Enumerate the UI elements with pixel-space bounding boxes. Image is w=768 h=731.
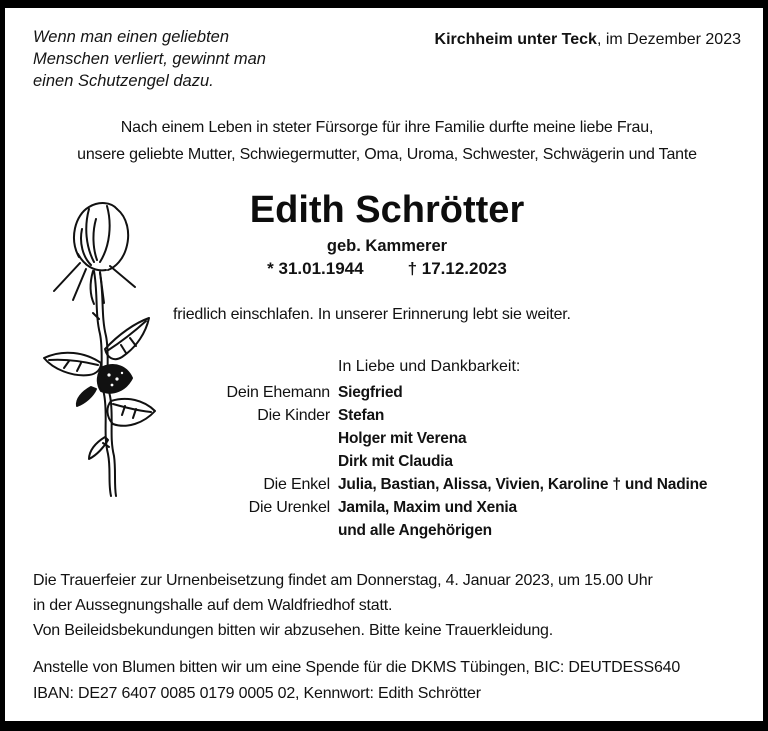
mourner-label	[210, 450, 330, 473]
birth-date: * 31.01.1944	[267, 259, 364, 278]
mourner-names: Jamila, Maxim und Xenia	[338, 499, 517, 516]
mourner-row	[210, 473, 741, 496]
mourner-row	[210, 450, 741, 473]
donation-line: Anstelle von Blumen bitten wir um eine Spende für die DKMS Tübingen, BIC: DEUTDESS640	[33, 659, 681, 676]
mourner-names: Julia, Bastian, Alissa, Vivien, Karoline † und Nadine	[338, 476, 708, 493]
intro-line: Nach einem Leben in steter Fürsorge für ihre Familie durfte meine liebe Frau,	[120, 119, 654, 136]
mourner-names: Holger mit Verena	[338, 430, 467, 447]
mourner-row	[210, 496, 741, 519]
mourner-names: Siegfried	[338, 384, 403, 401]
mourner-label	[210, 519, 330, 542]
dateline-place: Kirchheim unter Teck	[434, 31, 597, 48]
mourner-label: Die Enkel	[263, 476, 330, 493]
donation-details	[33, 655, 741, 707]
rose-icon	[33, 198, 173, 500]
place-dateline	[435, 26, 741, 49]
funeral-details	[33, 568, 741, 643]
mourner-label: Dein Ehemann	[226, 384, 330, 401]
mourner-row	[210, 427, 741, 450]
mourner-label: Die Urenkel	[248, 499, 330, 516]
mourner-label	[210, 427, 330, 450]
deceased-name: Edith Schrötter	[249, 189, 525, 231]
dateline-date: , im Dezember 2023	[596, 31, 741, 48]
funeral-line: Von Beileidsbekundungen bitten wir abzusehen. Bitte keine Trauerkleidung.	[33, 622, 553, 639]
peaceful-line: friedlich einschlafen. In unserer Erinnerung lebt sie weiter.	[173, 306, 571, 323]
maiden-name: geb. Kammerer	[326, 237, 448, 255]
tribute-heading: In Liebe und Dankbarkeit:	[338, 358, 521, 375]
intro-paragraph	[33, 114, 741, 168]
mourner-names: und alle Angehörigen	[338, 522, 492, 539]
intro-line: unsere geliebte Mutter, Schwiegermutter, Oma, Uroma, Schwester, Schwägerin und Tante	[77, 146, 697, 163]
funeral-line: Die Trauerfeier zur Urnenbeisetzung findet am Donnerstag, 4. Januar 2023, um 15.00 Uhr	[33, 572, 653, 589]
mourner-row	[210, 381, 741, 404]
epigraph-line: einen Schutzengel dazu.	[33, 72, 214, 90]
header	[33, 26, 741, 92]
donation-line: IBAN: DE27 6407 0085 0179 0005 02, Kennwort: Edith Schrötter	[33, 685, 481, 702]
epigraph-line: Wenn man einen geliebten	[33, 28, 230, 46]
mourner-label: Die Kinder	[257, 407, 330, 424]
death-date: † 17.12.2023	[407, 259, 507, 278]
epigraph-line: Menschen verliert, gewinnt man	[33, 50, 266, 68]
mourner-row	[210, 519, 741, 542]
mourner-names: Dirk mit Claudia	[338, 453, 453, 470]
mourners-list	[210, 381, 741, 542]
epigraph-quote	[33, 26, 266, 92]
mourner-row	[210, 404, 741, 427]
funeral-line: in der Aussegnungshalle auf dem Waldfriedhof statt.	[33, 597, 393, 614]
mourner-names: Stefan	[338, 407, 385, 424]
